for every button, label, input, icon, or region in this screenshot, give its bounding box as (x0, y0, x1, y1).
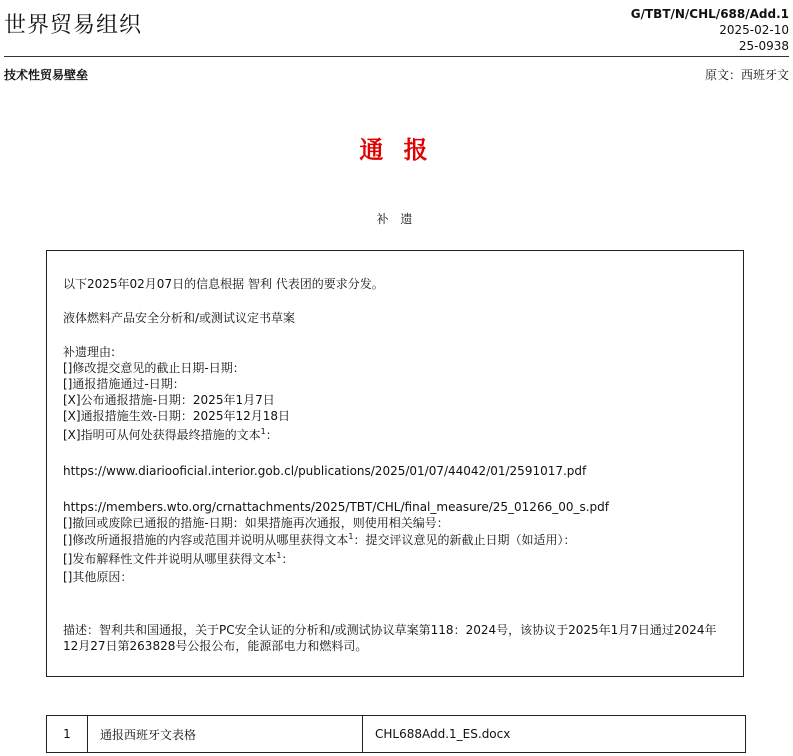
page-title: 通 报 (359, 136, 434, 164)
measure-title: 液体燃料产品安全分析和/或测试议定书草案 (63, 311, 296, 325)
interp-label: []发布解释性文件并说明从哪里获得文本 (63, 552, 277, 566)
reason-line: [X]指明可从何处获得最终措施的文本$^1$： (63, 427, 278, 442)
reason-line: [X]公布通报措施-日期：2025年1月7日 (63, 393, 275, 407)
table-row (47, 716, 746, 753)
footnote-mark: 1 (260, 427, 266, 436)
original-language: 原文：西班牙文 (704, 68, 789, 82)
footnote-mark: 1 (276, 551, 282, 560)
reason-line: []其他原因： (63, 570, 133, 584)
attachment-description: 通报西班牙文表格 (88, 716, 363, 753)
reason-line: []修改提交意见的截止日期-日期： (63, 361, 245, 375)
reason-label: 补遗理由: (63, 345, 116, 359)
reason-line (63, 532, 723, 548)
org-name: 世界贸易组织 (4, 13, 143, 38)
footnote-mark: 1 (348, 532, 354, 541)
doc-serial: 25-0938 (738, 39, 789, 53)
page-subtitle: 补 遗 (376, 212, 417, 226)
reason-line: []通报措施通过-日期： (63, 377, 185, 391)
reason-line: []撤回或废除已通报的措施-日期：如果措施再次通报，则使用相关编号： (63, 516, 449, 530)
url-link[interactable]: https://www.diariooficial.interior.gob.cl/publications/2025/01/07/44042/01/2591017.pdf (63, 464, 587, 478)
description-text: 描述：智利共和国通报，关于PC安全认证的分析和/或测试协议草案第118：2024号，该协议于2025年1月7日通过2024年12月27日第263828号公报公布，能源部电力和燃料司。 (63, 623, 717, 653)
header-divider (4, 56, 789, 57)
attachment-number: 1 (47, 716, 88, 753)
url-link[interactable]: https://members.wto.org/crnattachments/2025/TBT/CHL/final_measure/25_01266_00_s.pdf (63, 500, 610, 514)
modify-deadline-label: ：提交评议意见的新截止日期（如适用）： (353, 533, 576, 547)
attachment-file-link[interactable]: CHL688Add.1_ES.docx (363, 716, 746, 753)
document-identifiers (631, 6, 789, 54)
final-text-label: [X]指明可从何处获得最终措施的文本 (63, 428, 261, 442)
committee-name: 技术性贸易壁垒 (4, 68, 89, 82)
reason-line: [X]通报措施生效-日期：2025年12月18日 (63, 409, 290, 423)
intro-text: 以下2025年02月07日的信息根据 智利 代表团的要求分发。 (63, 277, 384, 291)
reason-line: []发布解释性文件并说明从哪里获得文本$^1$： (63, 551, 294, 566)
doc-date: 2025-02-10 (719, 23, 789, 37)
attachment-table (46, 715, 746, 753)
notification-body (46, 250, 744, 677)
doc-symbol: G/TBT/N/CHL/688/Add.1 (630, 7, 789, 21)
modify-label: []修改所通报措施的内容或范围并说明从哪里获得文本 (63, 533, 349, 547)
